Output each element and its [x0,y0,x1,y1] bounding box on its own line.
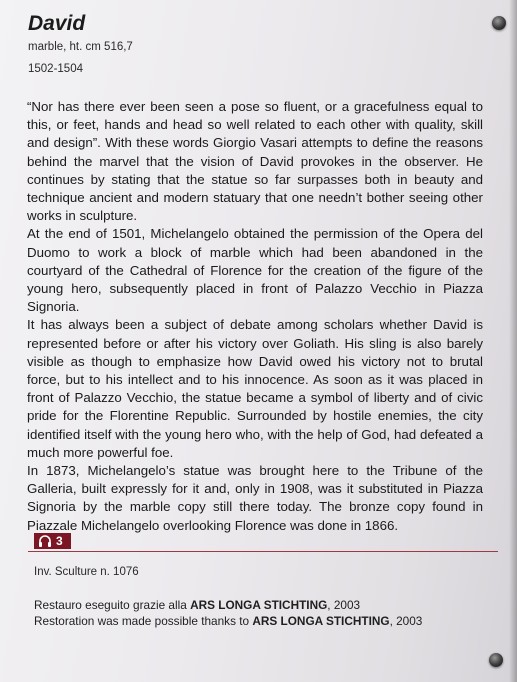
screw-icon [489,653,503,667]
inventory-number: Inv. Sculture n. 1076 [34,566,139,578]
credit-text: Restauro eseguito grazie alla [34,598,191,612]
paragraph: At the end of 1501, Michelangelo obtained the permission of the Opera del Duomo to work a block of marble which had been abandoned in the courtyard of the Cathedral of Florence for the creation of the figure of the young hero, subsequently placed in front of Palazzo Vecchio in Piazza Signoria. [27,226,483,315]
credit-year: , 2003 [389,614,423,628]
credit-italian [34,597,422,613]
dates-line: 1502-1504 [28,63,83,75]
material-line: marble, ht. cm 516,7 [28,41,133,53]
credit-year: , 2003 [327,598,361,612]
restoration-credits [34,597,422,629]
audio-guide-number: 3 [56,534,63,548]
paragraph: “Nor has there ever been seen a pose so fluent, or a gracefulness equal to this, or feet, hands and head so well related to each other with quality, skill and design”. With these words Giorgio Vasari attempts to define the reasons behind the marvel that the vision of David provokes in the observer. He continues by stating that the statue so far surpasses both in beauty and technique ancient and modern statuary that one needn’t bother seeing other works in sculpture. [27,99,483,224]
sponsor-name: ARS LONGA STICHTING [252,614,390,628]
divider [28,551,498,552]
paragraph: In 1873, Michelangelo’s statue was brought here to the Tribune of the Galleria, built expressly for it and, only in 1908, was it substituted in Piazza Signoria by the marble copy still there today. The bronze copy found in Piazzale Michelangelo overlooking Florence was done in 1866. [27,463,483,533]
credit-text: Restoration was made possible thanks to [34,614,253,628]
paragraph: It has always been a subject of debate among scholars whether David is represented before or after his victory over Goliath. His sling is also barely visible as though to emphasize how David owed his victory not to brutal force, but to his intellect and to his innocence. As soon as it was placed in front of Palazzo Vecchio, the statue became a symbol of liberty and of civic pride for the Florentine Republic. Surrounded by hostile enemies, the city identified itself with the young hero who, with the help of God, had defeated a much more powerful foe. [27,317,483,460]
description-text [27,98,483,535]
placard-title: David [28,12,86,35]
headphones-icon [38,535,52,547]
sponsor-name: ARS LONGA STICHTING [190,598,328,612]
audio-guide-badge [34,533,71,549]
credit-english [34,613,422,629]
screw-icon [492,16,506,30]
